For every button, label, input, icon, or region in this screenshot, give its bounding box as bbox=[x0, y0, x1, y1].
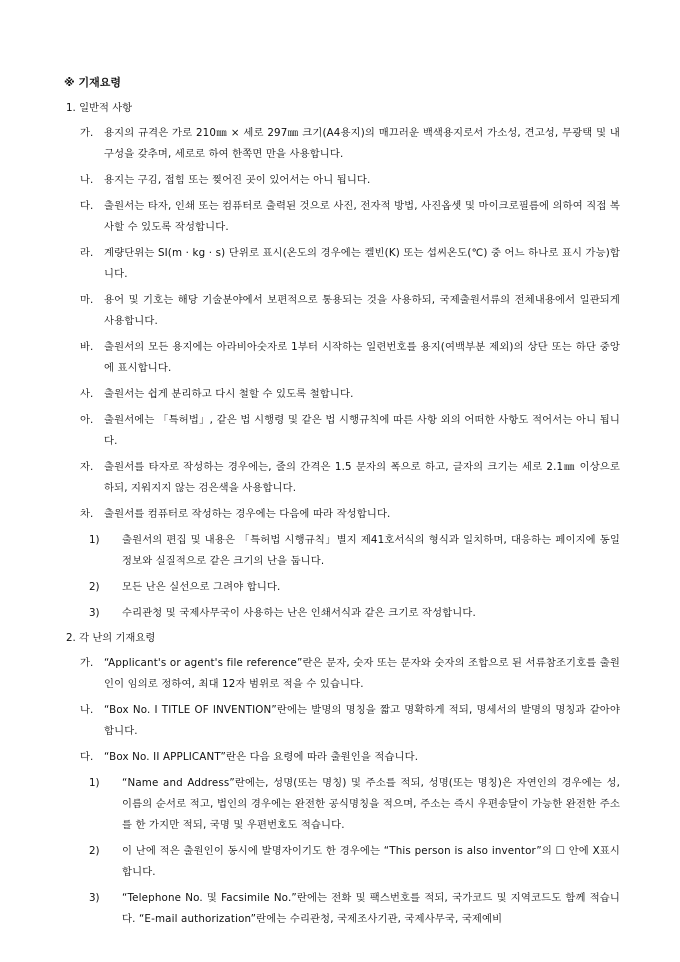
list-item bbox=[64, 170, 620, 191]
item-text: 출원서를 컴퓨터로 작성하는 경우에는 다음에 따라 작성합니다. bbox=[104, 508, 391, 520]
list-item bbox=[64, 457, 620, 499]
instructions-body bbox=[64, 74, 620, 935]
section-heading: 2. 각 난의 기재요령 bbox=[66, 632, 156, 644]
list-item bbox=[64, 841, 620, 883]
item-number: 다. bbox=[80, 200, 94, 212]
item-text: “Box No. I TITLE OF INVENTION”란에는 발명의 명칭을 짧고 명확하게 적되, 명세서의 발명의 명칭과 같아야 합니다. bbox=[104, 704, 620, 737]
item-number: 가. bbox=[80, 657, 94, 669]
item-text: 모든 난은 실선으로 그려야 합니다. bbox=[122, 581, 281, 593]
item-text: 출원서를 타자로 작성하는 경우에는, 줄의 간격은 1.5 문자의 폭으로 하고, 글자의 크기는 세로 2.1㎜ 이상으로 하되, 지워지지 않는 검은색을 사용합니다. bbox=[104, 461, 620, 494]
section-heading: 1. 일반적 사항 bbox=[66, 102, 133, 114]
item-number: 나. bbox=[80, 704, 94, 716]
list-item bbox=[64, 410, 620, 452]
item-text: 출원서의 모든 용지에는 아라비아숫자로 1부터 시작하는 일련번호를 용지(여백부분 제외)의 상단 또는 하단 중앙에 표시합니다. bbox=[104, 341, 620, 374]
item-text: 용지의 규격은 가로 210㎜ × 세로 297㎜ 크기(A4용지)의 매끄러운 백색용지로서 가소성, 견고성, 무광택 및 내구성을 갖추며, 세로로 하여 한쪽면 만을 사용합니다. bbox=[104, 127, 620, 160]
list-item bbox=[64, 243, 620, 285]
item-number: 2) bbox=[89, 581, 100, 593]
list-item bbox=[64, 700, 620, 742]
item-number: 3) bbox=[89, 892, 100, 904]
list-item bbox=[64, 577, 620, 598]
list-item bbox=[64, 603, 620, 624]
list-item bbox=[64, 773, 620, 836]
item-number: 2) bbox=[89, 845, 100, 857]
list-item bbox=[64, 504, 620, 525]
list-item bbox=[64, 337, 620, 379]
list-item bbox=[64, 888, 620, 930]
item-text: 출원서의 편집 및 내용은 「특허법 시행규칙」별지 제41호서식의 형식과 일치하며, 대응하는 페이지에 동일정보와 실질적으로 같은 크기의 난을 둡니다. bbox=[122, 534, 620, 567]
item-text: 출원서에는 「특허법」, 같은 법 시행령 및 같은 법 시행규칙에 따른 사항 외의 어떠한 사항도 적어서는 아니 됩니다. bbox=[104, 414, 620, 447]
item-number: 1) bbox=[89, 777, 100, 789]
item-number: 라. bbox=[80, 247, 94, 259]
list-item bbox=[64, 384, 620, 405]
item-text: 이 난에 적은 출원인이 동시에 발명자이기도 한 경우에는 “This person is also inventor”의 ☐ 안에 X표시합니다. bbox=[122, 845, 620, 878]
item-text: 출원서는 타자, 인쇄 또는 컴퓨터로 출력된 것으로 사진, 전자적 방법, 사진옵셋 및 마이크로필름에 의하여 직접 복사할 수 있도록 작성합니다. bbox=[104, 200, 620, 233]
item-number: 나. bbox=[80, 174, 94, 186]
list-item bbox=[64, 196, 620, 238]
page-title: ※ 기재요령 bbox=[64, 76, 122, 89]
item-number: 사. bbox=[80, 388, 94, 400]
item-number: 바. bbox=[80, 341, 94, 353]
item-number: 3) bbox=[89, 607, 100, 619]
sections-container bbox=[64, 99, 620, 930]
list-item bbox=[64, 290, 620, 332]
item-number: 다. bbox=[80, 751, 94, 763]
list-item bbox=[64, 653, 620, 695]
item-text: 수리관청 및 국제사무국이 사용하는 난은 인쇄서식과 같은 크기로 작성합니다. bbox=[122, 607, 476, 619]
item-number: 1) bbox=[89, 534, 100, 546]
item-text: 용어 및 기호는 해당 기술분야에서 보편적으로 통용되는 것을 사용하되, 국제출원서류의 전체내용에서 일관되게 사용합니다. bbox=[104, 294, 620, 327]
item-text: “Box No. II APPLICANT”란은 다음 요령에 따라 출원인을 적습니다. bbox=[104, 751, 419, 763]
item-text: “Telephone No. 및 Facsimile No.”란에는 전화 및 팩스번호를 적되, 국가코드 및 지역코드도 함께 적습니다. “E-mail authorization”란에는 수리관청, 국제조사기관, 국제사무국, 국제예비 bbox=[122, 892, 620, 925]
list-item bbox=[64, 747, 620, 768]
item-number: 마. bbox=[80, 294, 94, 306]
item-number: 아. bbox=[80, 414, 94, 426]
item-text: “Name and Address”란에는, 성명(또는 명칭) 및 주소를 적되, 성명(또는 명칭)은 자연인의 경우에는 성, 이름의 순서로 적고, 법인의 경우에는 완전한 공식명칭을 적으며, 주소는 즉시 우편송달이 가능한 완전한 주소를 한 가지만 적되, 국명 및 우편번호도 적습니다. bbox=[122, 777, 620, 831]
item-text: 계량단위는 SI(m · kg · s) 단위로 표시(온도의 경우에는 켈빈(K) 또는 섭씨온도(℃) 중 어느 하나로 표시 가능)합니다. bbox=[104, 247, 620, 280]
item-text: 용지는 구김, 접힘 또는 찢어진 곳이 있어서는 아니 됩니다. bbox=[104, 174, 371, 186]
item-text: “Applicant's or agent's file reference”란은 문자, 숫자 또는 문자와 숫자의 조합으로 된 서류참조기호를 출원인이 임의로 정하여, 최대 12자 범위로 적을 수 있습니다. bbox=[104, 657, 620, 690]
item-number: 차. bbox=[80, 508, 94, 520]
item-number: 가. bbox=[80, 127, 94, 139]
item-number: 자. bbox=[80, 461, 94, 473]
list-item bbox=[64, 530, 620, 572]
item-text: 출원서는 쉽게 분리하고 다시 철할 수 있도록 철합니다. bbox=[104, 388, 354, 400]
list-item bbox=[64, 123, 620, 165]
